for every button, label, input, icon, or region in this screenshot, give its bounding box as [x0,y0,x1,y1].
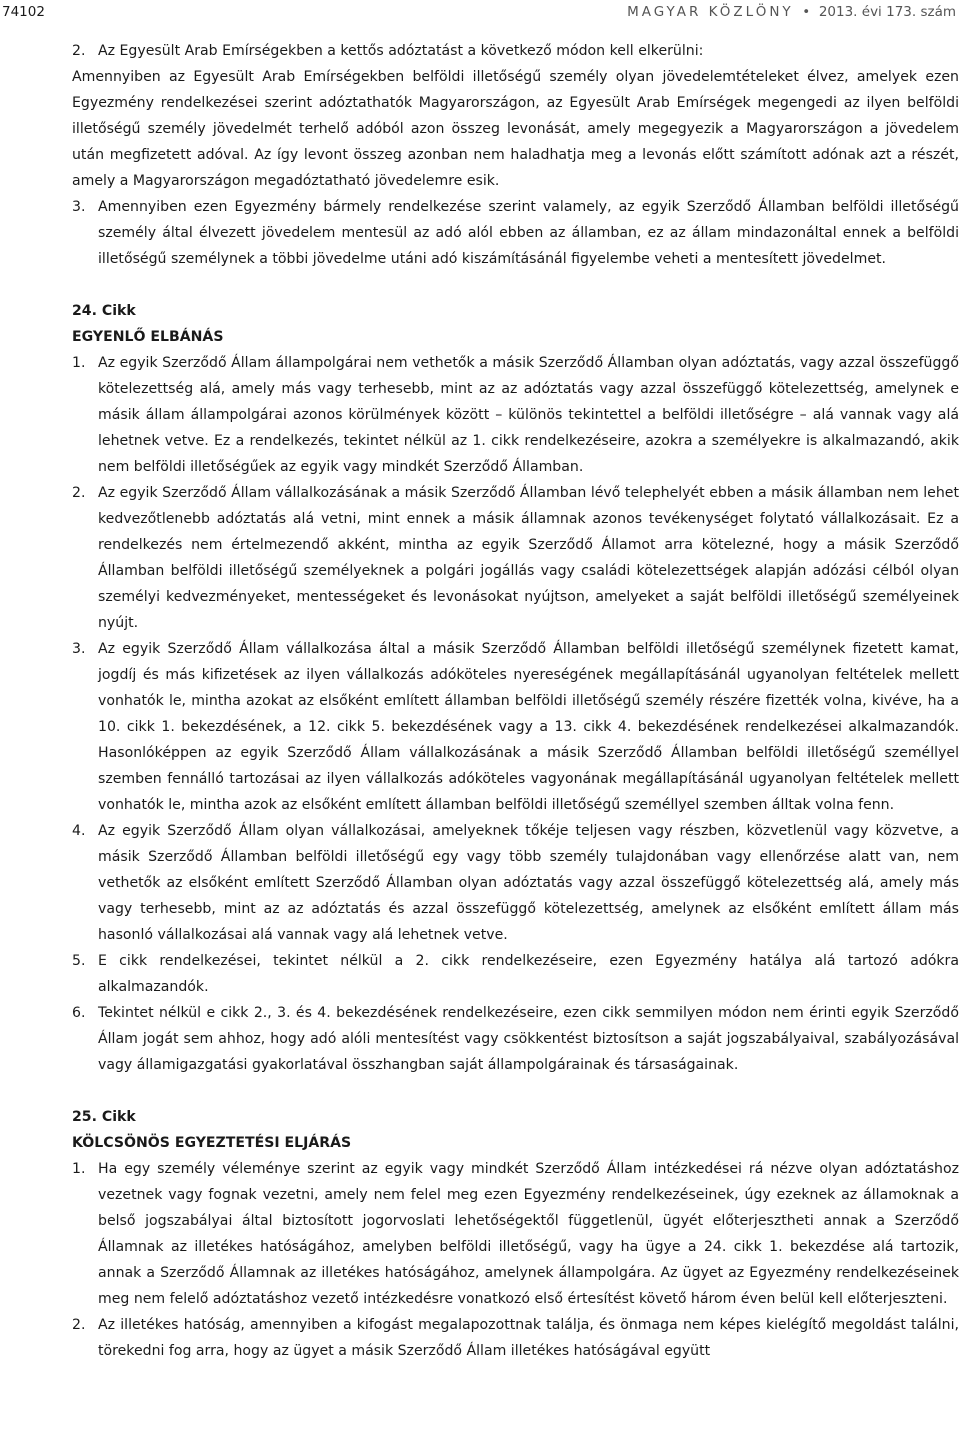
item-number: 2. [72,485,86,501]
article25-item-2 [72,1312,959,1364]
item-number: 4. [72,823,86,839]
journal-header [627,0,956,24]
article24-item-2 [72,480,959,636]
item-number: 1. [72,355,86,371]
item-text: Az egyik Szerződő Állam vállalkozása által a másik Szerződő Államban belföldi illetőségű személynek fizetett kamat, jogdíj és más kifizetések az ilyen vállalkozás adóköteles nyereségének megállapításánál ugyanolyan feltételek mellett vonhatók le, mintha azokat az elsőként említett államban belföldi illetőségű személy részére fizették volna, kivéve, ha a 10. cikk 1. bekezdésének, a 12. cikk 5. bekezdésének vagy a 13. cikk 4. bekezdésének rendelkezései alkalmazandók. Hasonlóképpen az egyik Szerződő Állam vállalkozásának a másik Szerződő Államban belföldi illetőségű személlyel szemben fennálló tartozásai az ilyen vállalkozás adóköteles vagyonának megállapításánál ugyanolyan feltételek mellett vonhatók le, mintha azok az elsőként említett államban belföldi illetőségű személlyel szemben álltak volna fenn. [98,641,959,813]
article23-item-2 [72,38,959,64]
article25-title: KÖLCSÖNÖS EGYEZTETÉSI ELJÁRÁS [72,1135,352,1151]
article24-item-6 [72,1000,959,1078]
item-number: 5. [72,953,86,969]
article25-number: 25. Cikk [72,1109,136,1125]
article23-item-3 [72,194,959,272]
item-number: 2. [72,1317,86,1333]
article24-item-5 [72,948,959,1000]
item-number: 1. [72,1161,86,1177]
item-number: 3. [72,641,86,657]
page-header [0,0,960,24]
header-separator: • [802,4,811,20]
page-number: 74102 [2,4,45,20]
item-text: Amennyiben ezen Egyezmény bármely rendelkezése szerint valamely, az egyik Szerződő Államban belföldi illetőségű személy által élvezett jövedelem mentesül az adó alól ebben az államban, ez az állam mindazonáltal ennek a belföldi illetőségű személynek a többi jövedelme utáni adó kiszámításánál figyelembe veheti a mentesített jövedelmet. [98,199,959,267]
article24-number: 24. Cikk [72,303,136,319]
article24-item-1 [72,350,959,480]
item-number: 2. [72,43,86,59]
page-content [72,38,959,1364]
article24-item-4 [72,818,959,948]
journal-title: MAGYAR KÖZLÖNY [627,4,794,20]
article25-item-1 [72,1156,959,1312]
item-number: 6. [72,1005,86,1021]
issue-info: 2013. évi 173. szám [818,4,956,20]
item-text: Tekintet nélkül e cikk 2., 3. és 4. bekezdésének rendelkezéseire, ezen cikk semmilyen módon nem érinti egyik Szerződő Állam jogát sem ahhoz, hogy adó alóli mentesítést vagy csökkentést biztosítson a saját jogszabályaival, szabályozásával vagy államigazgatási gyakorlatával összhangban saját állampolgárainak és társaságainak. [98,1005,959,1073]
item-text: Az illetékes hatóság, amennyiben a kifogást megalapozottnak találja, és önmaga nem képes kielégítő megoldást találni, törekedni fog arra, hogy az ügyet a másik Szerződő Állam illetékes hatóságával együtt [98,1317,959,1359]
article23-item-2-text: Amennyiben az Egyesült Arab Emírségekben belföldi illetőségű személy olyan jövedelemtételeket élvez, amelyek ezen Egyezmény rendelkezései szerint adóztathatók Magyarországon, az Egyesült Arab Emírségek megengedi az ilyen belföldi illetőségű személy jövedelmét terhelő adóból azon összeg levonását, amely megegyezik a Magyarországon a jövedelem után megfizetett adóval. Az így levont összeg azonban nem haladhatja meg a levonás előtt számított adónak azt a részét, amely a Magyarországon megadóztatható jövedelemre esik. [72,69,959,189]
item-text: E cikk rendelkezései, tekintet nélkül a 2. cikk rendelkezéseire, ezen Egyezmény hatálya alá tartozó adókra alkalmazandók. [98,953,959,995]
article24-title: EGYENLŐ ELBÁNÁS [72,329,224,345]
item-text: Az egyik Szerződő Állam vállalkozásának a másik Szerződő Államban lévő telephelyét ebben a másik államban nem lehet kedvezőtlenebb adóztatás alá vetni, mint ennek a másik államnak azonos tevékenységet folytató vállalkozásait. Ez a rendelkezés nem értelmezendő akként, mintha az egyik Szerződő Államot arra kötelezné, hogy a másik Szerződő Államban belföldi illetőségű személyeknek a polgári jogállás vagy családi kötelezettségek alapján adózási célból olyan személyi kedvezményeket, mentességeket és levonásokat nyújtson, amelyeket a saját belföldi illetőségű személyeinek nyújt. [98,485,959,631]
item-text: Ha egy személy véleménye szerint az egyik vagy mindkét Szerződő Állam intézkedései rá nézve olyan adóztatáshoz vezetnek vagy fognak vezetni, amely nem felel meg ezen Egyezmény rendelkezéseinek, úgy ezeknek az államoknak a belső jogszabályai által biztosított jogorvoslati lehetőségektől függetlenül, ügyét előterjesztheti annak a Szerződő Államnak az illetékes hatóságához, amelyben belföldi illetőségű, vagy ha ügye a 24. cikk 1. bekezdése alá tartozik, annak a Szerződő Államnak az illetékes hatóságához, amelynek állampolgára. Az ügyet az Egyezmény rendelkezéseinek meg nem felelő adóztatáshoz vezető intézkedésre vonatkozó első értesítést követő három éven belül kell előterjeszteni. [98,1161,959,1307]
item-text: Az egyik Szerződő Állam állampolgárai nem vethetők a másik Szerződő Államban olyan adóztatás, vagy azzal összefüggő kötelezettség alá, amely más vagy terhesebb, mint az az adóztatás vagy azzal összefüggő kötelezettség, amelynek e másik állam állampolgárai azonos körülmények között – különös tekintettel a belföldi illetőségre – alá vannak vagy alá lehetnek vetve. Ez a rendelkezés, tekintet nélkül az 1. cikk rendelkezéseire, azokra a személyekre is alkalmazandó, akik nem belföldi illetőségűek az egyik vagy mindkét Szerződő Államban. [98,355,959,475]
article24-item-3 [72,636,959,818]
item-number: 3. [72,199,86,215]
item-text: Az egyik Szerződő Állam olyan vállalkozásai, amelyeknek tőkéje teljesen vagy részben, közvetlenül vagy közvetve, a másik Szerződő Államban belföldi illetőségű egy vagy több személy tulajdonában vagy ellenőrzése alatt van, nem vethetők az elsőként említett Szerződő Államban olyan adóztatás vagy azzal összefüggő kötelezettség alá, amely más vagy terhesebb, mint az az adóztatás és azzal összefüggő kötelezettség, amelynek az elsőként említett állam más hasonló vállalkozásai alá vannak vagy alá lehetnek vetve. [98,823,959,943]
item-lead: Az Egyesült Arab Emírségekben a kettős adóztatást a következő módon kell elkerülni: [98,43,704,59]
